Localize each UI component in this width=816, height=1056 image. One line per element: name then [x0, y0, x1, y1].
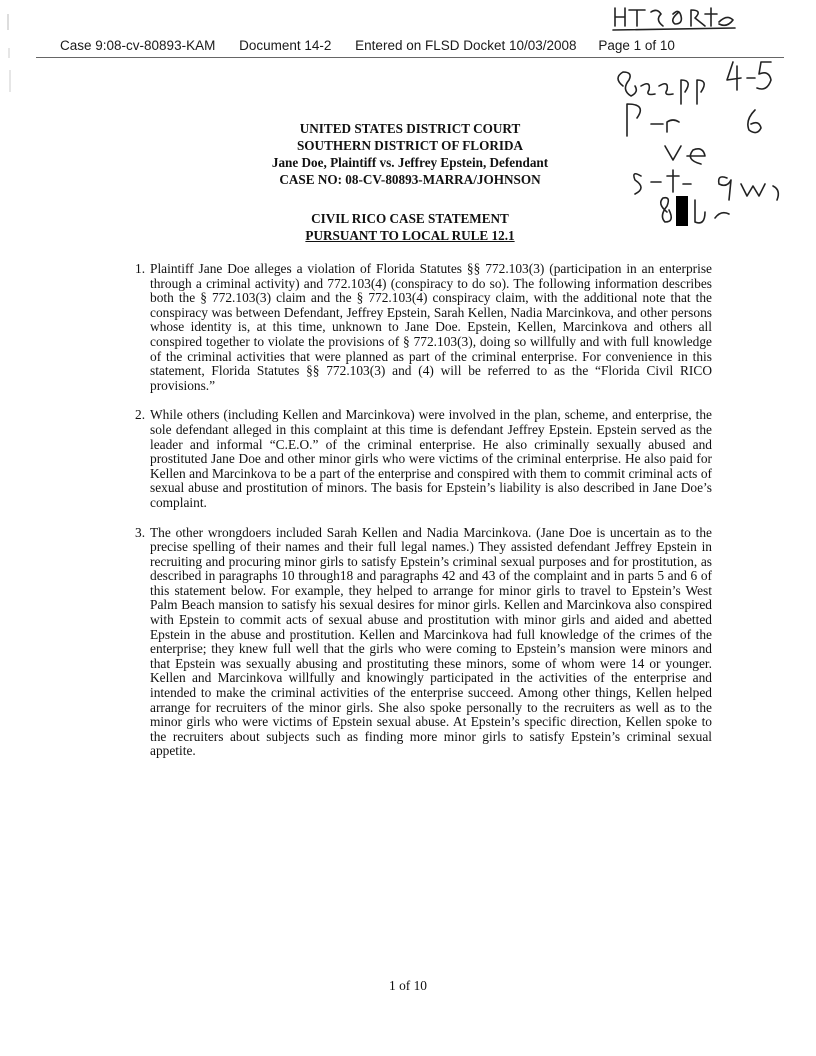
case-number: CASE NO: 08-CV-80893-MARRA/JOHNSON	[279, 172, 541, 187]
paragraph-2	[120, 408, 712, 510]
header-page-count: Page 1 of 10	[598, 38, 675, 53]
title-line-1: CIVIL RICO CASE STATEMENT	[311, 211, 509, 226]
footer-page-number: 1 of 10	[389, 978, 427, 993]
case-parties: Jane Doe, Plaintiff vs. Jeffrey Epstein, Defendant	[271, 155, 549, 170]
header-case-number: Case 9:08-cv-80893-KAM	[60, 38, 216, 53]
paragraph-3	[120, 526, 712, 760]
page-footer	[0, 978, 816, 994]
numbered-paragraphs	[120, 262, 712, 774]
paragraph-text: The other wrongdoers included Sarah Kellen and Nadia Marcinkova. (Jane Doe is uncertain as to the precise spelling of their names and their full legal names.) They assisted defendant Jeffrey Epstein in recruiting and procuring minor girls to satisfy Epstein’s criminal sexual purposes and for prostitution, as described in paragraphs 10 through18 and paragraphs 42 and 43 of the complaint and in parts 5 and 6 of this statement below. For example, they helped to arrange for minor girls to travel to Epstein’s West Palm Beach mansion to satisfy his sexual desires for minor girls. Kellen and Marcinkova also conspired with Epstein to commit acts of sexual abuse and prostitution with minor girls and aided and abetted Epstein in the abuse and prostitution. Kellen and Marcinkova had full knowledge of the crimes of the enterprise; they knew full well that the girls who were coming to Epstein’s mansion were minors and that Epstein was sexually abusing and prostituting these minors, some of whom were 14 or younger. Kellen and Marcinkova willfully and knowingly participated in the activities of the enterprise and intended to make the criminal activities of the enterprise succeed. Among other things, Kellen helped arrange for recruiters of the minor girls. She also spoke personally to the recruiters as well as to the minor girls who were victims of Epstein sexual abuse. At Epstein’s specific direction, Kellen spoke to the recruiters about subjects such as finding more minor girls to satisfy Epstein’s criminal sexual appetite.	[150, 524, 712, 759]
header-document-number: Document 14-2	[239, 38, 332, 53]
district-name: SOUTHERN DISTRICT OF FLORIDA	[296, 138, 524, 153]
paragraph-number: 2.	[135, 407, 146, 423]
document-title	[230, 210, 590, 244]
title-line-2: PURSUANT TO LOCAL RULE 12.1	[305, 228, 515, 243]
paragraph-1	[120, 262, 712, 393]
handwritten-annotation	[555, 0, 816, 240]
paragraph-number: 1.	[135, 261, 146, 276]
case-caption	[230, 120, 590, 188]
paragraph-text: Plaintiff Jane Doe alleges a violation of Florida Statutes §§ 772.103(3) (participation in an enterprise through a criminal activity) and 772.103(4) (conspiracy to do so). The following information describes both the § 772.103(3) claim and the § 772.103(4) conspiracy claim, with the additional note that the conspiracy was between Defendant, Jeffrey Epstein, Sarah Kellen, Nadia Marcinkova, and other persons whose identity is, at this time, unknown to Jane Doe. Epstein, Kellen, Marcinkova and others all conspired together to violate the provisions of § 772.103(3), doing so willfully and with full knowledge of the criminal activities that were planned as part of the criminal enterprise. For convenience in this statement, Florida Statutes §§ 772.103(3) and (4) will be referred to as the “Florida Civil RICO provisions.”	[150, 261, 712, 393]
court-name: UNITED STATES DISTRICT COURT	[299, 121, 521, 136]
scan-margin-marks	[0, 0, 40, 120]
paragraph-text: While others (including Kellen and Marcinkova) were involved in the plan, scheme, and enterprise, the sole defendant alleged in this complaint at this time is defendant Jeffrey Epstein. Epstein served as the leader and informal “C.E.O.” of the criminal enterprise. He also criminally sexually abused and prostituted Jane Doe and other minor girls who were victims of the criminal enterprise. He also paid for Kellen and Marcinkova to be a part of the enterprise and conspired with them to commit criminal acts of sexual abuse and prostitution of minors. The basis for Epstein’s liability is also described in Jane Doe’s complaint.	[150, 407, 712, 510]
paragraph-number: 3.	[135, 524, 146, 540]
header-entered-date: Entered on FLSD Docket 10/03/2008	[355, 38, 577, 53]
